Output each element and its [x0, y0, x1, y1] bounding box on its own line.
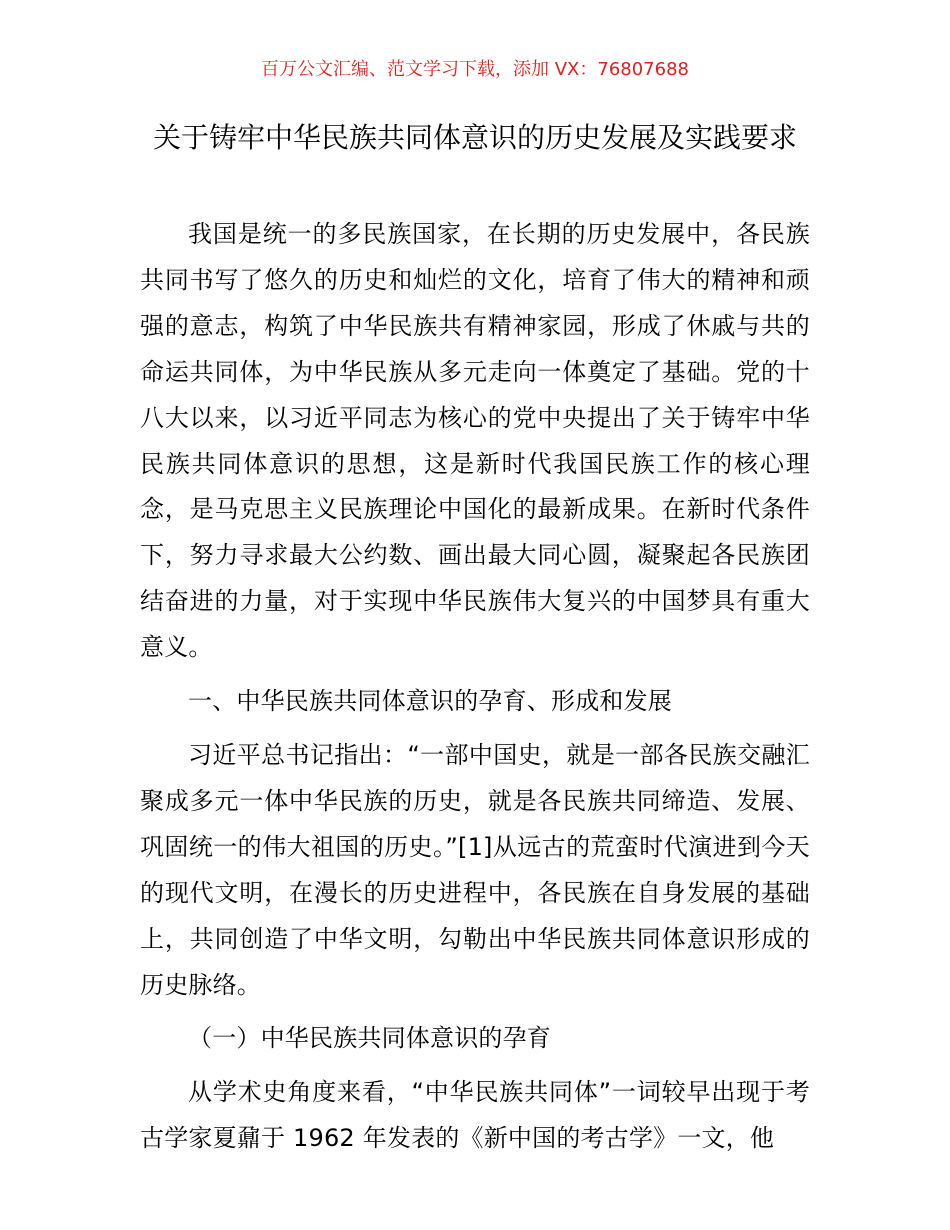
document-title: 关于铸牢中华民族共同体意识的历史发展及实践要求	[152, 121, 797, 154]
document-body	[140, 212, 810, 1162]
paragraph-section-1: 习近平总书记指出：“一部中国史，就是一部各民族交融汇聚成多元一体中华民族的历史，就是各民族共同缔造、发展、巩固统一的伟大祖国的历史。”[1]从远古的荒蛮时代演进到今天的现代文明，在漫长的历史进程中，各民族在自身发展的基础上，共同创造了中华文明，勾勒出中华民族共同体意识形成的历史脉络。	[140, 740, 810, 999]
header-contact-line: 百万公文汇编、范文学习下载，添加 VX：76807688	[261, 59, 689, 80]
section-heading-1: 一、中华民族共同体意识的孕育、形成和发展	[188, 687, 672, 716]
paragraph-intro: 我国是统一的多民族国家，在长期的历史发展中，各民族共同书写了悠久的历史和灿烂的文化，培育了伟大的精神和顽强的意志，构筑了中华民族共有精神家园，形成了休戚与共的命运共同体，为中华民族从多元走向一体奠定了基础。党的十八大以来，以习近平同志为核心的党中央提出了关于铸牢中华民族共同体意识的思想，这是新时代我国民族工作的核心理念，是马克思主义民族理论中国化的最新成果。在新时代条件下，努力寻求最大公约数、画出最大同心圆，凝聚起各民族团结奋进的力量，对于实现中华民族伟大复兴的中国梦具有重大意义。	[140, 220, 810, 662]
subsection-heading-1: （一）中华民族共同体意识的孕育	[188, 1024, 551, 1053]
paragraph-subsection-1: 从学术史角度来看，“中华民族共同体”一词较早出现于考古学家夏鼐于 1962 年发表的《新中国的考古学》一文，他	[140, 1078, 810, 1153]
